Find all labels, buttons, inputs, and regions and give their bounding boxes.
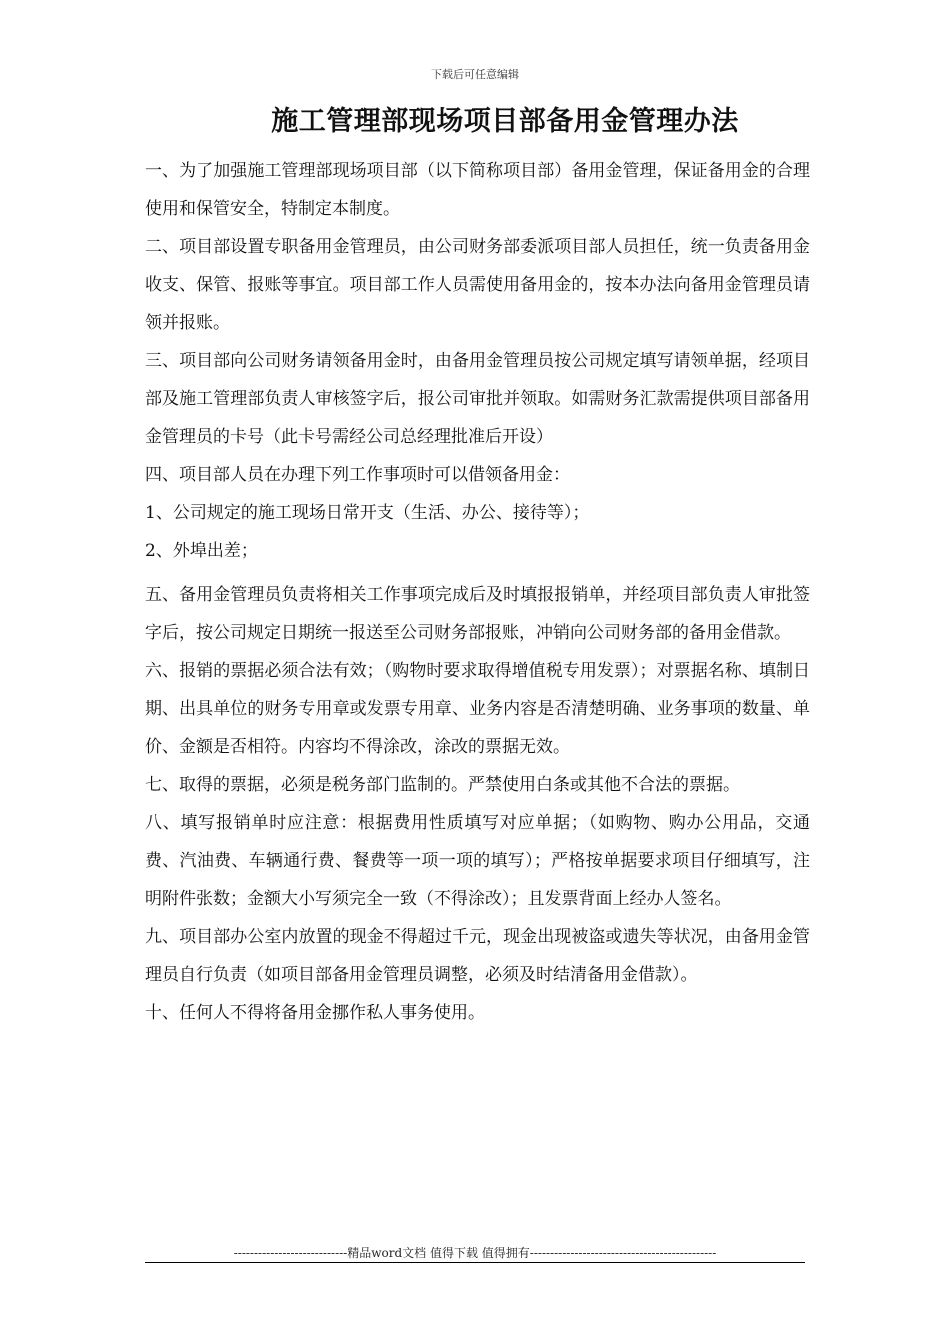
footer-note: ----------------------------精品word文档 值得下载 值得拥有---------------------------------------------- — [233, 1246, 717, 1260]
paragraph-3: 三、项目部向公司财务请领备用金时，由备用金管理员按公司规定填写请领单据，经项目部及施工管理部负责人审核签字后，报公司审批并领取。如需财务汇款需提供项目部备用金管理员的卡号（此卡号需经公司总经理批准后开设） — [145, 351, 810, 447]
paragraph-6: 2、外埠出差； — [145, 541, 258, 561]
document-title: 施工管理部现场项目部备用金管理办法 — [271, 106, 739, 137]
header-note: 下载后可任意编辑 — [431, 68, 519, 81]
paragraph-10: 八、填写报销单时应注意：根据费用性质填写对应单据；（如购物、购办公用品，交通费、汽油费、车辆通行费、餐费等一项一项的填写）；严格按单据要求项目仔细填写，注明附件张数；金额大小写须完全一致（不得涂改）；且发票背面上经办人签名。 — [145, 813, 810, 909]
paragraph-4: 四、项目部人员在办理下列工作事项时可以借领备用金： — [145, 465, 570, 485]
paragraph-1: 一、为了加强施工管理部现场项目部（以下简称项目部）备用金管理，保证备用金的合理使用和保管安全，特制定本制度。 — [145, 161, 810, 219]
document-body — [145, 152, 810, 1032]
paragraph-9: 七、取得的票据，必须是税务部门监制的。严禁使用白条或其他不合法的票据。 — [145, 775, 740, 795]
paragraph-7: 五、备用金管理员负责将相关工作事项完成后及时填报报销单，并经项目部负责人审批签字后，按公司规定日期统一报送至公司财务部报账，冲销向公司财务部的备用金借款。 — [145, 585, 810, 643]
footer-divider — [145, 1262, 805, 1263]
paragraph-11: 九、项目部办公室内放置的现金不得超过千元，现金出现被盗或遗失等状况，由备用金管理员自行负责（如项目部备用金管理员调整，必须及时结清备用金借款）。 — [145, 927, 810, 985]
paragraph-8: 六、报销的票据必须合法有效；（购物时要求取得增值税专用发票）；对票据名称、填制日期、出具单位的财务专用章或发票专用章、业务内容是否清楚明确、业务事项的数量、单价、金额是否相符。内容均不得涂改，涂改的票据无效。 — [145, 661, 810, 757]
paragraph-5: 1、公司规定的施工现场日常开支（生活、办公、接待等）； — [145, 503, 590, 523]
paragraph-2: 二、项目部设置专职备用金管理员，由公司财务部委派项目部人员担任，统一负责备用金收支、保管、报账等事宜。项目部工作人员需使用备用金的，按本办法向备用金管理员请领并报账。 — [145, 237, 810, 333]
paragraph-12: 十、任何人不得将备用金挪作私人事务使用。 — [145, 1003, 485, 1023]
